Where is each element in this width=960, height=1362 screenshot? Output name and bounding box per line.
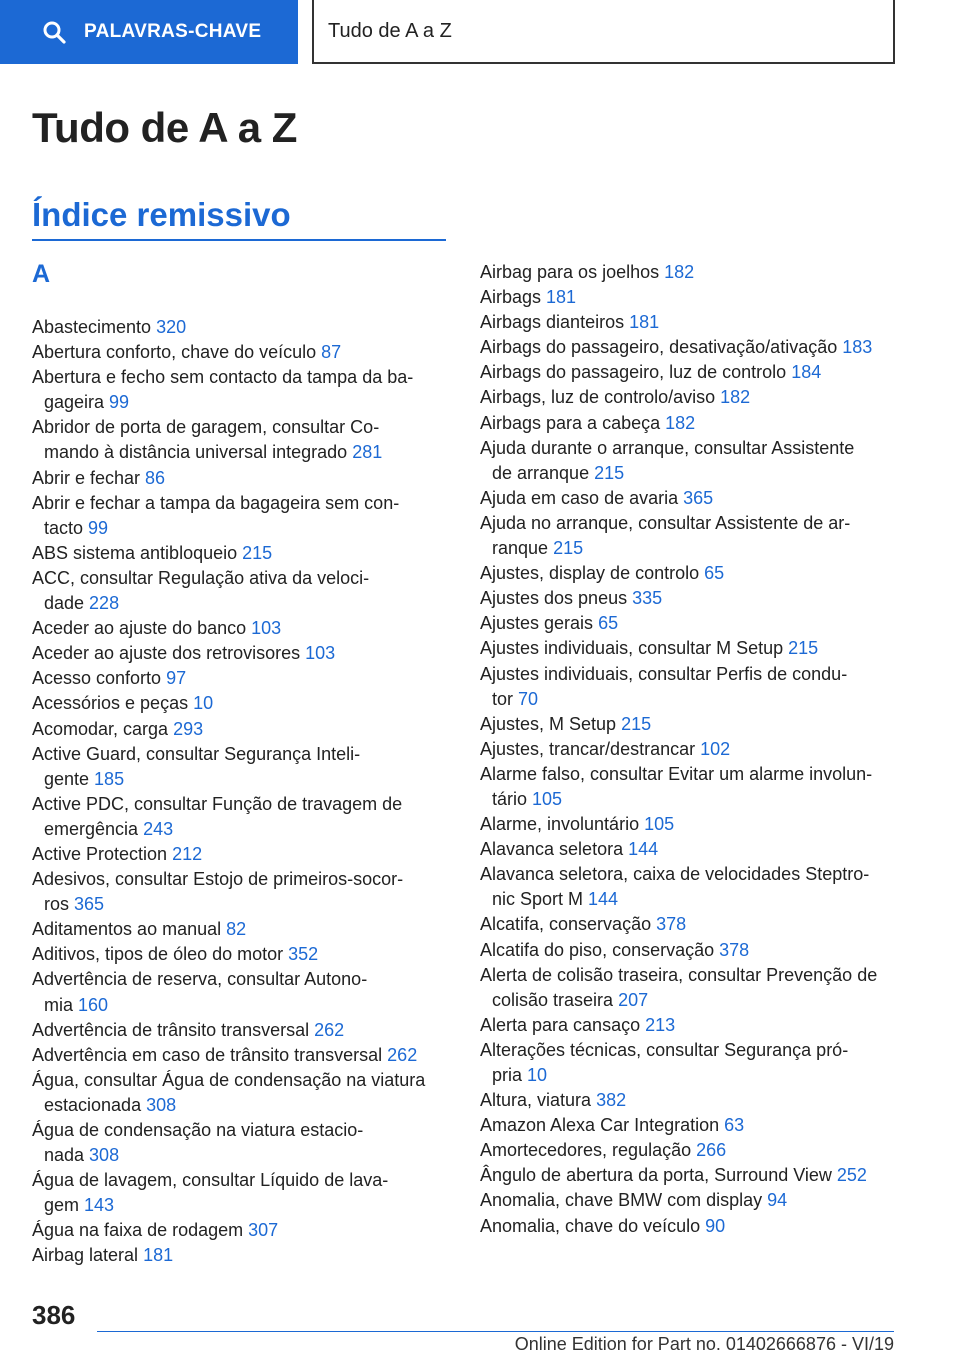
index-entry-term-continued: dade bbox=[44, 593, 85, 614]
page-link[interactable]: 65 bbox=[704, 563, 725, 584]
footer-edition-text: Online Edition for Part no. 01402666876 - VI/19 bbox=[514, 1334, 894, 1354]
page-link[interactable]: 382 bbox=[596, 1090, 627, 1111]
page-link[interactable]: 181 bbox=[143, 1245, 174, 1266]
index-entry-term-continued: estacionada bbox=[44, 1094, 142, 1115]
index-entry bbox=[32, 641, 450, 666]
page-link[interactable]: 228 bbox=[89, 593, 120, 614]
page-link[interactable]: 352 bbox=[288, 944, 319, 965]
index-entry bbox=[480, 636, 900, 661]
index-entry bbox=[32, 541, 450, 566]
page-link[interactable]: 105 bbox=[644, 814, 675, 835]
index-entry-term: Anomalia, chave BMW com display bbox=[480, 1190, 763, 1211]
page-link[interactable]: 215 bbox=[788, 638, 819, 659]
page-link[interactable]: 82 bbox=[226, 919, 247, 940]
page-link[interactable]: 308 bbox=[146, 1094, 177, 1115]
breadcrumb-tab[interactable] bbox=[312, 0, 895, 64]
index-entry-term: Abrir e fechar a tampa da bagageira sem con- bbox=[32, 492, 400, 513]
index-entry-term: Active Guard, consultar Segurança Inteli- bbox=[32, 743, 361, 764]
index-entry-term: Alterações técnicas, consultar Segurança pró- bbox=[480, 1039, 849, 1060]
index-entry bbox=[32, 365, 450, 415]
page-link[interactable]: 215 bbox=[594, 462, 625, 483]
index-entry-term: Active PDC, consultar Função de travagem de bbox=[32, 793, 403, 814]
page-link[interactable]: 105 bbox=[532, 788, 563, 809]
index-entry-term-continued: de arranque bbox=[492, 462, 590, 483]
index-entry-term: Advertência de reserva, consultar Autono- bbox=[32, 969, 368, 990]
page-link[interactable]: 182 bbox=[665, 412, 696, 433]
index-entry-term: Alcatifa, conservação bbox=[480, 914, 652, 935]
page-link[interactable]: 215 bbox=[553, 538, 584, 559]
page-link[interactable]: 87 bbox=[321, 342, 342, 363]
page-link[interactable]: 160 bbox=[78, 994, 109, 1015]
index-entry-term: Airbag lateral bbox=[32, 1245, 139, 1266]
index-entry bbox=[32, 616, 450, 641]
index-entry bbox=[480, 385, 900, 410]
index-entry-term: Aditamentos ao manual bbox=[32, 919, 222, 940]
index-entry bbox=[480, 411, 900, 436]
index-entry-term: Aceder ao ajuste dos retrovisores bbox=[32, 643, 301, 664]
page-link[interactable]: 213 bbox=[645, 1014, 676, 1035]
page-link[interactable]: 99 bbox=[88, 517, 109, 538]
page-number: 386 bbox=[32, 1300, 76, 1330]
index-entry-term-continued: mia bbox=[44, 994, 74, 1015]
page-link[interactable]: 185 bbox=[94, 768, 125, 789]
index-entry-term: Alavanca seletora, caixa de velocidades Steptro- bbox=[480, 864, 870, 885]
page-link[interactable]: 335 bbox=[632, 588, 663, 609]
index-entry bbox=[32, 1168, 450, 1218]
index-entry-term: Acomodar, carga bbox=[32, 718, 169, 739]
index-entry-term-continued: nada bbox=[44, 1145, 85, 1166]
index-entry-term-continued: tor bbox=[492, 688, 514, 709]
page-link[interactable]: 266 bbox=[696, 1140, 727, 1161]
page-link[interactable]: 181 bbox=[546, 287, 577, 308]
section-title: Índice remissivo bbox=[32, 196, 291, 233]
page-link[interactable]: 10 bbox=[527, 1065, 548, 1085]
index-entry-term: Airbags, luz de controlo/aviso bbox=[480, 387, 716, 408]
index-entry bbox=[32, 666, 450, 691]
index-entry bbox=[480, 1038, 900, 1088]
index-entry bbox=[32, 792, 450, 842]
index-entry-term: Alcatifa do piso, conservação bbox=[480, 939, 715, 960]
breadcrumb-label: Tudo de A a Z bbox=[328, 19, 452, 42]
page-link[interactable]: 215 bbox=[242, 542, 273, 563]
index-entry-term: ABS sistema antibloqueio bbox=[32, 542, 238, 563]
index-entry-term: Aceder ao ajuste do banco bbox=[32, 618, 247, 639]
index-entry bbox=[480, 963, 900, 1013]
page-link[interactable]: 262 bbox=[314, 1019, 345, 1040]
index-entry-term: Ajustes, M Setup bbox=[480, 713, 617, 734]
index-entry-term: Água, consultar Água de condensação na viatura bbox=[32, 1069, 426, 1090]
page-link[interactable]: 365 bbox=[74, 894, 105, 915]
index-entry bbox=[480, 335, 900, 360]
index-entry bbox=[480, 436, 900, 486]
index-entry bbox=[480, 1013, 900, 1038]
page-link[interactable]: 86 bbox=[145, 467, 166, 488]
index-entry bbox=[32, 917, 450, 942]
index-entry bbox=[32, 1118, 450, 1168]
index-entry bbox=[32, 691, 450, 716]
page-link[interactable]: 181 bbox=[629, 312, 660, 333]
index-entry bbox=[32, 1018, 450, 1043]
index-entry-term: Abrir e fechar bbox=[32, 467, 141, 488]
index-entry-term: Ângulo de abertura da porta, Surround View bbox=[480, 1165, 832, 1186]
index-entry-term: Airbags do passageiro, desativação/ativação bbox=[480, 337, 838, 358]
index-entry bbox=[480, 1113, 900, 1138]
index-entry bbox=[480, 310, 900, 335]
index-entry-term: Amortecedores, regulação bbox=[480, 1140, 692, 1161]
index-entry-term: Acessórios e peças bbox=[32, 693, 189, 714]
index-entry bbox=[480, 285, 900, 310]
index-entry-term: Advertência de trânsito transversal bbox=[32, 1019, 310, 1040]
index-entry-term: ACC, consultar Regulação ativa da veloci- bbox=[32, 567, 370, 588]
page-link[interactable]: 182 bbox=[720, 387, 751, 408]
index-entry-term-continued: colisão traseira bbox=[492, 989, 614, 1010]
index-entry bbox=[32, 315, 450, 340]
index-entry-term: Alarme falso, consultar Evitar um alarme involun- bbox=[480, 763, 873, 784]
index-entry bbox=[32, 942, 450, 967]
index-entry bbox=[480, 611, 900, 636]
page-link[interactable]: 144 bbox=[628, 839, 659, 860]
page-link[interactable]: 103 bbox=[251, 618, 282, 639]
index-entry-term: Adesivos, consultar Estojo de primeiros-socor- bbox=[32, 869, 404, 890]
index-entry-term: Abastecimento bbox=[32, 317, 152, 337]
top-bar bbox=[0, 0, 960, 66]
index-entry bbox=[480, 260, 900, 285]
index-entry bbox=[32, 742, 450, 792]
index-entry-term: Ajustes, trancar/destrancar bbox=[480, 738, 696, 759]
page-link[interactable]: 90 bbox=[705, 1215, 726, 1236]
index-entry bbox=[32, 1243, 450, 1268]
page-link[interactable]: 94 bbox=[767, 1190, 788, 1211]
index-entry bbox=[32, 1218, 450, 1243]
page-link[interactable]: 70 bbox=[518, 688, 539, 709]
index-entry-term: Active Protection bbox=[32, 843, 168, 864]
index-entry-term: Água na faixa de rodagem bbox=[32, 1220, 244, 1241]
index-entry-term: Ajuda no arranque, consultar Assistente de ar- bbox=[480, 512, 851, 533]
index-entry-term: Alavanca seletora bbox=[480, 839, 624, 860]
index-entry-term: Ajuda em caso de avaria bbox=[480, 487, 679, 508]
index-entry-term: Alarme, involuntário bbox=[480, 814, 640, 835]
index-entry-term: Ajustes individuais, consultar Perfis de condu- bbox=[480, 663, 848, 684]
page-link[interactable]: 102 bbox=[700, 738, 731, 759]
index-entry-term: Amazon Alexa Car Integration bbox=[480, 1115, 720, 1136]
index-entry bbox=[480, 1138, 900, 1163]
index-entry-term-continued: gageira bbox=[44, 392, 105, 413]
index-letter-heading: A bbox=[32, 260, 51, 288]
page-link[interactable]: 212 bbox=[172, 843, 203, 864]
page-link[interactable]: 182 bbox=[664, 262, 695, 282]
index-entry-term: Abridor de porta de garagem, consultar Co- bbox=[32, 417, 380, 438]
index-entry bbox=[480, 586, 900, 611]
index-entry bbox=[32, 415, 450, 465]
page-link[interactable]: 103 bbox=[305, 643, 336, 664]
index-entry-term: Altura, viatura bbox=[480, 1090, 592, 1111]
index-entry-term: Água de lavagem, consultar Líquido de lava- bbox=[32, 1170, 389, 1191]
index-entry-term-continued: gem bbox=[44, 1195, 80, 1216]
search-icon bbox=[42, 20, 66, 44]
index-entry bbox=[480, 662, 900, 712]
index-entry bbox=[32, 867, 450, 917]
index-entry bbox=[32, 340, 450, 365]
index-column-right bbox=[480, 260, 900, 1239]
index-entry bbox=[480, 812, 900, 837]
keywords-button-label: PALAVRAS-CHAVE bbox=[84, 21, 262, 42]
index-entry-term: Ajuda durante o arranque, consultar Assistente bbox=[480, 437, 855, 458]
index-entry-term: Anomalia, chave do veículo bbox=[480, 1215, 701, 1236]
page-link[interactable]: 320 bbox=[156, 317, 187, 337]
index-entry-term-continued: gente bbox=[44, 768, 90, 789]
index-entry-term: Ajustes gerais bbox=[480, 613, 594, 634]
index-entry bbox=[480, 360, 900, 385]
index-entry-term-continued: emergência bbox=[44, 818, 139, 839]
index-entry bbox=[480, 561, 900, 586]
index-entry-term-continued: ros bbox=[44, 894, 70, 915]
page-link[interactable]: 143 bbox=[84, 1195, 115, 1216]
index-entry-term: Ajustes individuais, consultar M Setup bbox=[480, 638, 784, 659]
index-entry-term: Airbags bbox=[480, 287, 542, 308]
page-link[interactable]: 10 bbox=[193, 693, 214, 714]
page-link[interactable]: 144 bbox=[588, 889, 619, 910]
page-link[interactable]: 183 bbox=[842, 337, 873, 358]
page-link[interactable]: 63 bbox=[724, 1115, 745, 1136]
section-divider bbox=[32, 239, 446, 241]
index-entry-term: Alerta para cansaço bbox=[480, 1014, 641, 1035]
index-entry-term: Alerta de colisão traseira, consultar Prevenção de bbox=[480, 964, 878, 985]
index-entry-term-continued: mando à distância universal integrado bbox=[44, 442, 348, 463]
index-entry-term: Abertura conforto, chave do veículo bbox=[32, 342, 317, 363]
page-link[interactable]: 365 bbox=[683, 487, 714, 508]
index-entry-term: Advertência em caso de trânsito transversal bbox=[32, 1044, 383, 1065]
index-entry bbox=[480, 486, 900, 511]
page-link[interactable]: 243 bbox=[143, 818, 174, 839]
index-entry bbox=[32, 1043, 450, 1068]
index-entry bbox=[32, 967, 450, 1017]
page-link[interactable]: 307 bbox=[248, 1220, 279, 1241]
index-entry bbox=[32, 466, 450, 491]
index-entry-term-continued: tacto bbox=[44, 517, 84, 538]
index-entry-term-continued: ranque bbox=[492, 538, 549, 559]
index-entry bbox=[32, 1068, 450, 1118]
page-link[interactable]: 281 bbox=[352, 442, 383, 463]
index-entry bbox=[32, 842, 450, 867]
index-entry bbox=[480, 511, 900, 561]
index-entry bbox=[32, 491, 450, 541]
page-link[interactable]: 293 bbox=[173, 718, 204, 739]
page-link[interactable]: 378 bbox=[719, 939, 750, 960]
footer-divider bbox=[97, 1331, 894, 1332]
index-entry-term-continued: tário bbox=[492, 788, 528, 809]
page-link[interactable]: 65 bbox=[598, 613, 619, 634]
index-entry-term: Airbags do passageiro, luz de controlo bbox=[480, 362, 787, 383]
index-entry-term: Água de condensação na viatura estacio- bbox=[32, 1120, 364, 1140]
index-column-left bbox=[32, 315, 450, 1269]
index-entry bbox=[480, 762, 900, 812]
index-entry bbox=[480, 862, 900, 912]
index-entry-term: Airbags dianteiros bbox=[480, 312, 625, 333]
page-link[interactable]: 184 bbox=[791, 362, 822, 383]
index-entry bbox=[480, 837, 900, 862]
index-entry bbox=[32, 566, 450, 616]
page-link[interactable]: 252 bbox=[836, 1165, 867, 1186]
page-link[interactable]: 308 bbox=[89, 1145, 120, 1166]
index-entry-term: Airbags para a cabeça bbox=[480, 412, 661, 433]
index-entry-term-continued: pria bbox=[492, 1065, 523, 1085]
index-entry-term: Aditivos, tipos de óleo do motor bbox=[32, 944, 284, 965]
page-link[interactable]: 99 bbox=[109, 392, 130, 413]
index-entry bbox=[480, 1214, 900, 1239]
index-entry-term: Abertura e fecho sem contacto da tampa da ba- bbox=[32, 367, 414, 388]
index-entry bbox=[480, 1188, 900, 1213]
index-entry-term: Airbag para os joelhos bbox=[480, 262, 660, 282]
page-link[interactable]: 97 bbox=[166, 668, 187, 689]
index-entry bbox=[480, 938, 900, 963]
page-link[interactable]: 378 bbox=[656, 914, 687, 935]
index-entry bbox=[480, 712, 900, 737]
index-entry-term: Acesso conforto bbox=[32, 668, 162, 689]
index-entry-term-continued: nic Sport M bbox=[492, 889, 584, 910]
index-entry bbox=[480, 1163, 900, 1188]
page-link[interactable]: 207 bbox=[618, 989, 649, 1010]
page-link[interactable]: 262 bbox=[387, 1044, 418, 1065]
index-entry-term: Ajustes dos pneus bbox=[480, 588, 628, 609]
page-link[interactable]: 215 bbox=[621, 713, 652, 734]
index-entry bbox=[32, 717, 450, 742]
keywords-button[interactable] bbox=[0, 0, 298, 64]
page-title: Tudo de A a Z bbox=[32, 104, 297, 151]
index-entry-term: Ajustes, display de controlo bbox=[480, 563, 700, 584]
index-entry bbox=[480, 912, 900, 937]
index-entry bbox=[480, 737, 900, 762]
index-entry bbox=[480, 1088, 900, 1113]
